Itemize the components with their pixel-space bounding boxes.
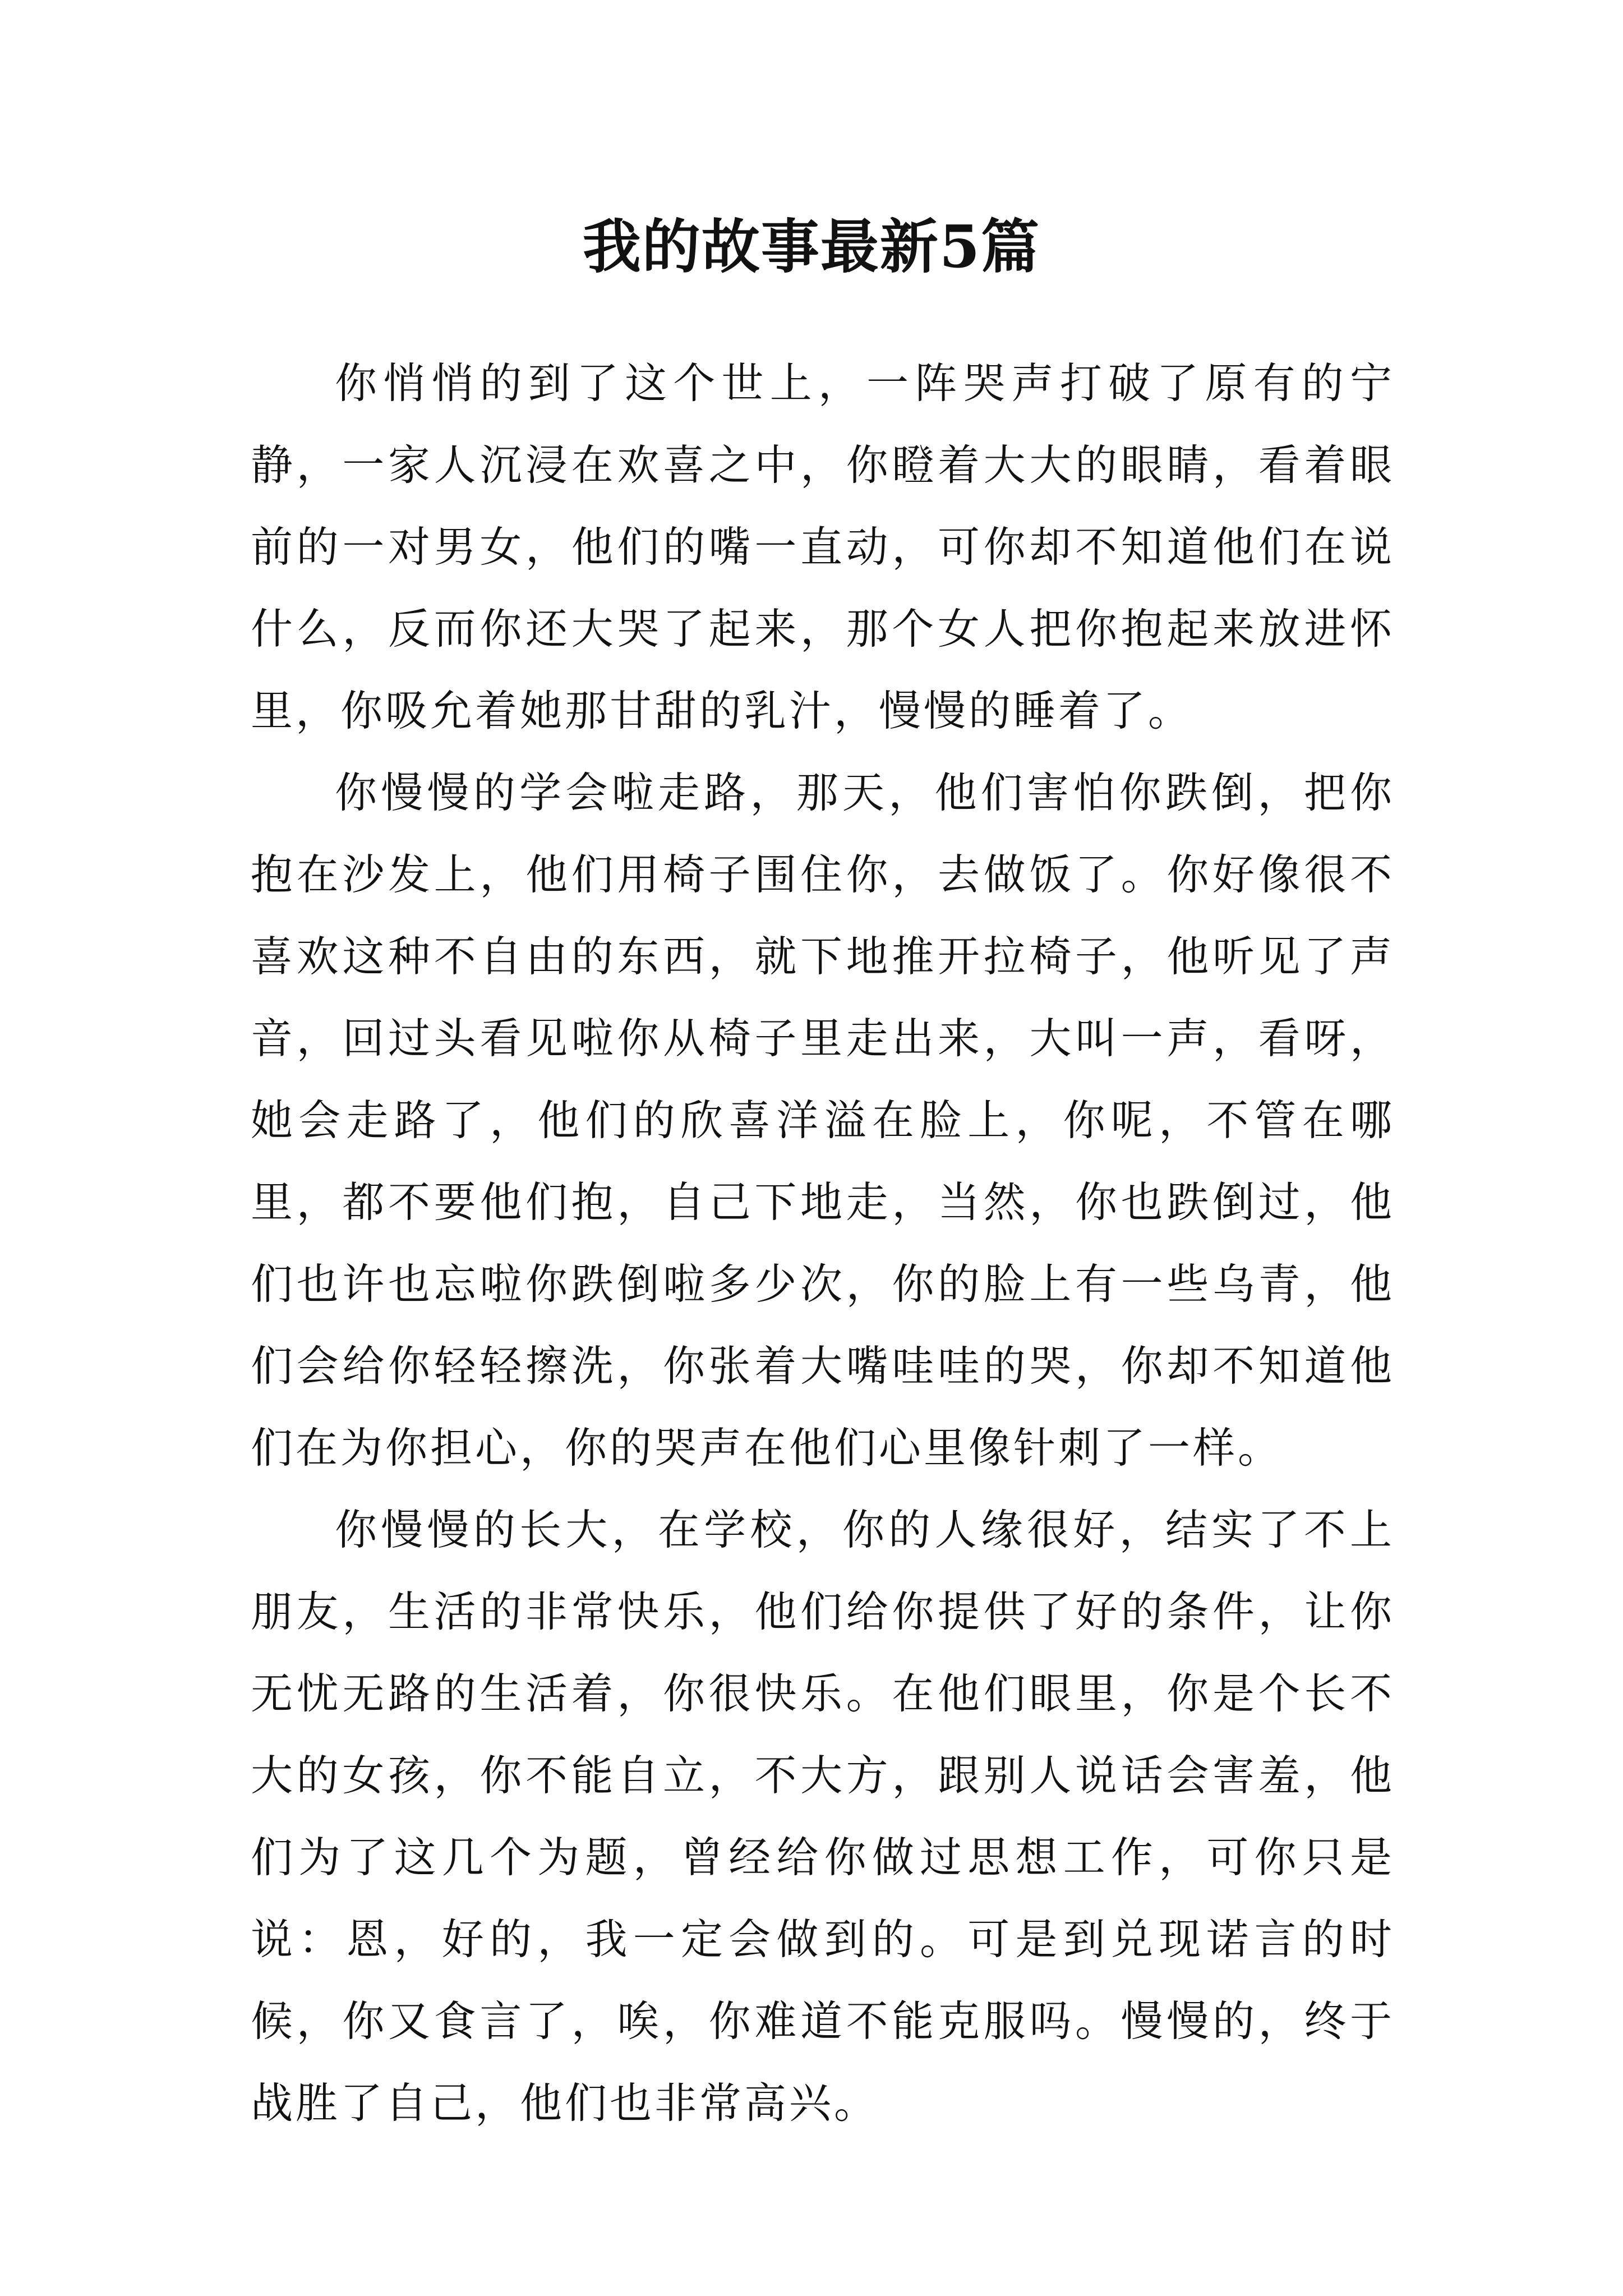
document-title: 我的故事最新5篇	[582, 212, 1041, 281]
paragraph-1: 你悄悄的到了这个世上，一阵哭声打破了原有的宁静，一家人沉浸在欢喜之中，你瞪着大大的眼睛，看着眼前的一对男女，他们的嘴一直动，可你却不知道他们在说什么，反而你还大哭了起来，那个女人把你抱起来放进怀里，你吸允着她那甘甜的乳汁，慢慢的睡着了。	[251, 358, 1395, 735]
paragraph-2: 你慢慢的学会啦走路，那天，他们害怕你跌倒，把你抱在沙发上，他们用椅子围住你，去做饭了。你好像很不喜欢这种不自由的东西，就下地推开拉椅子，他听见了声音，回过头看见啦你从椅子里走出来，大叫一声，看呀，她会走路了，他们的欣喜洋溢在脸上，你呢，不管在哪里，都不要他们抱，自己下地走，当然，你也跌倒过，他们也许也忘啦你跌倒啦多少次，你的脸上有一些乌青，他们会给你轻轻擦洗，你张着大嘴哇哇的哭，你却不知道他们在为你担心，你的哭声在他们心里像针刺了一样。	[251, 768, 1395, 1473]
paragraph-3: 你慢慢的长大，在学校，你的人缘很好，结实了不上朋友，生活的非常快乐，他们给你提供了好的条件，让你无忧无路的生活着，你很快乐。在他们眼里，你是个长不大的女孩，你不能自立，不大方，跟别人说话会害羞，他们为了这几个为题，曾经给你做过思想工作，可你只是说：恩，好的，我一定会做到的。可是到兑现诺言的时候，你又食言了，唉，你难道不能克服吗。慢慢的，终于战胜了自己，他们也非常高兴。	[251, 1505, 1395, 2128]
document-body	[251, 342, 1395, 2144]
